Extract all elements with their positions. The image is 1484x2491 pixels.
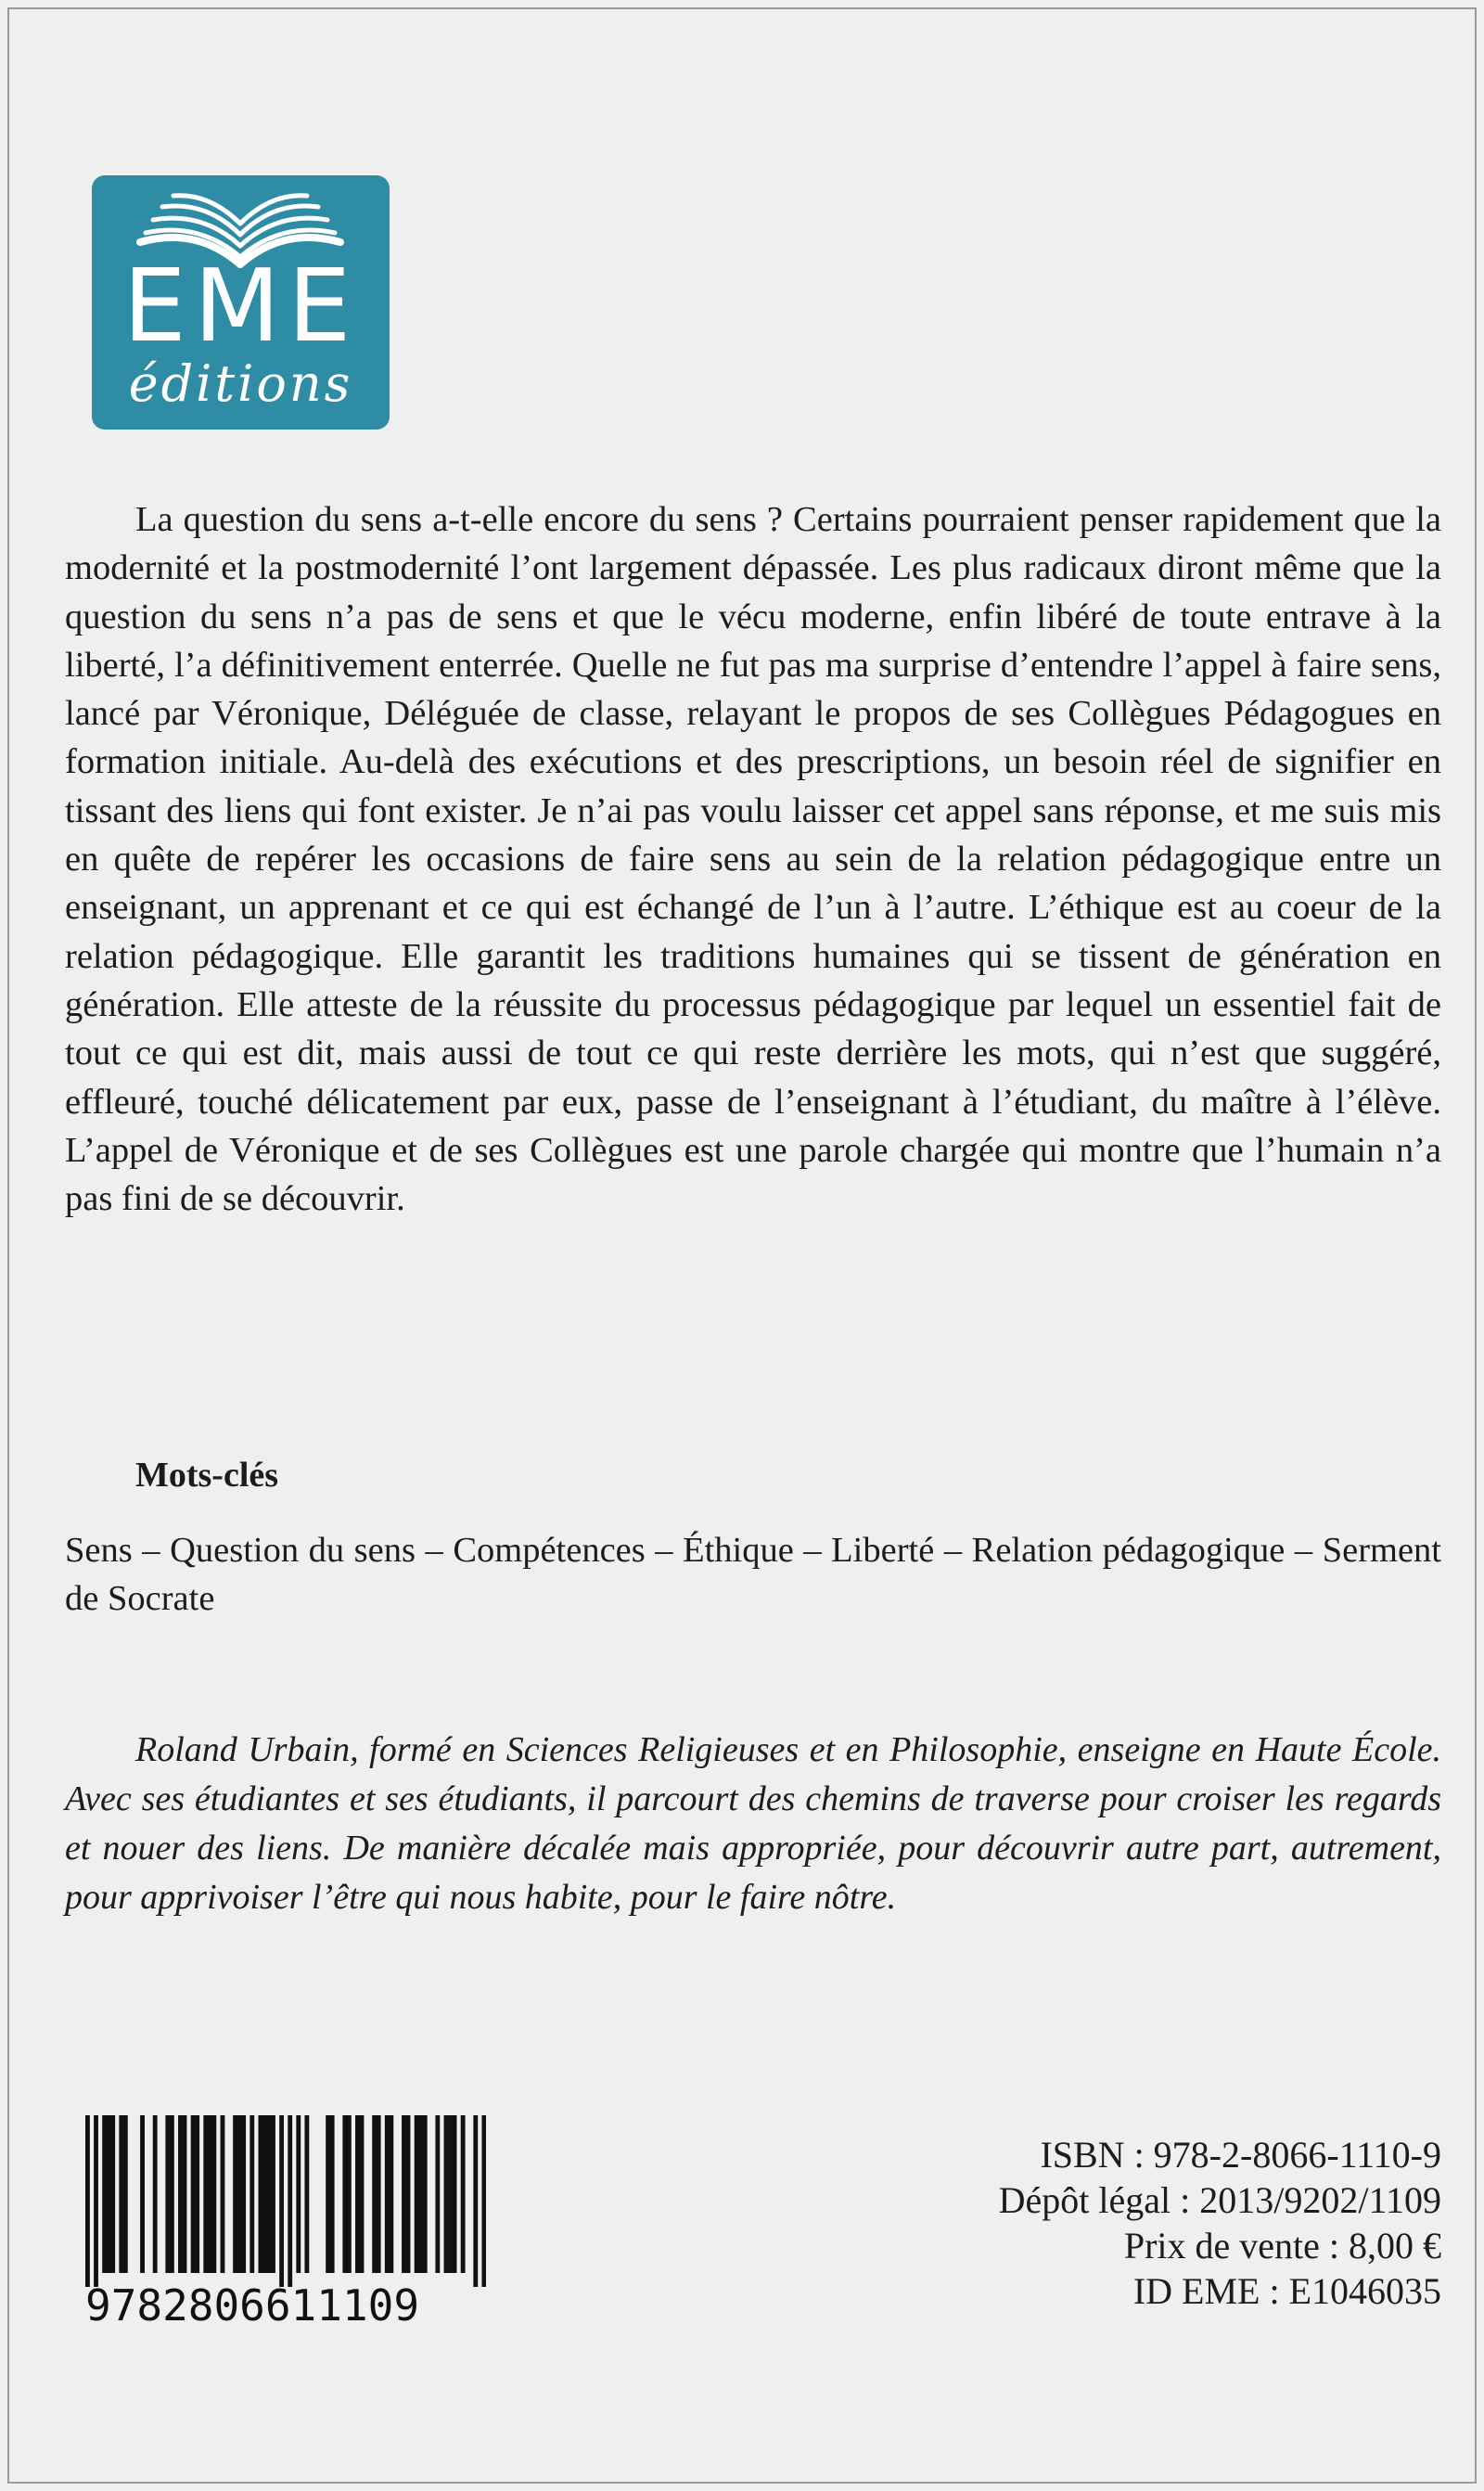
barcode bbox=[85, 2115, 486, 2287]
barcode-bar bbox=[453, 2115, 457, 2273]
barcode-bar bbox=[355, 2115, 360, 2273]
barcode-bar bbox=[85, 2115, 90, 2287]
barcode-bar bbox=[406, 2115, 411, 2273]
barcode-bar bbox=[102, 2115, 107, 2273]
barcode-bar bbox=[123, 2115, 128, 2273]
barcode-bar bbox=[267, 2115, 272, 2273]
barcode-bar bbox=[402, 2115, 406, 2273]
barcode-bar bbox=[195, 2115, 199, 2273]
barcode-bar bbox=[372, 2115, 377, 2273]
barcode-bar bbox=[211, 2115, 216, 2273]
barcode-bar bbox=[288, 2115, 292, 2287]
barcode-bar bbox=[326, 2115, 330, 2273]
barcode-bar bbox=[258, 2115, 262, 2273]
barcode-bar bbox=[389, 2115, 393, 2273]
keywords-heading: Mots-clés bbox=[135, 1456, 279, 1495]
barcode-bar bbox=[461, 2115, 466, 2273]
barcode-bar bbox=[241, 2115, 246, 2273]
logo-subtitle: éditions bbox=[128, 354, 353, 413]
isbn-line: ISBN : 978-2-8066-1110-9 bbox=[1040, 2134, 1441, 2176]
price-line: Prix de vente : 8,00 € bbox=[1123, 2225, 1441, 2266]
barcode-bar bbox=[107, 2115, 111, 2273]
barcode-bar bbox=[165, 2115, 170, 2273]
barcode-bar bbox=[94, 2115, 98, 2287]
barcode-bar bbox=[342, 2115, 347, 2273]
depot-legal-line: Dépôt légal : 2013/9202/1109 bbox=[998, 2179, 1441, 2221]
barcode-bar bbox=[360, 2115, 365, 2273]
barcode-bar bbox=[233, 2115, 237, 2273]
barcode-bar bbox=[183, 2115, 187, 2273]
book-info bbox=[999, 2132, 1441, 2314]
barcode-bar bbox=[153, 2115, 158, 2273]
blurb-paragraph: La question du sens a-t-elle encore du sens ? Certains pourraient penser rapidement que la modernité et la postmodernité l’ont largement dépassée. Les plus radicaux diront même que la question du sens n’a pas de sens et que le vécu moderne, enfin libéré de toute entrave à la liberté, l’a définitivement enterrée. Quelle ne fut pas ma surprise d’entendre l’appel à faire sens, lancé par Véronique, Déléguée de classe, relayant le propos de ses Collègues Pédagogues en formation initiale. Au-delà des exécutions et des prescriptions, un besoin réel de signifier en tissant des liens qui font exister. Je n’ai pas voulu laisser cet appel sans réponse, et me suis mis en quête de repérer les occasions de faire sens au sein de la relation pédagogique entre un enseignant, un apprenant et ce qui est échangé de l’un à l’autre. L’éthique est au coeur de la relation pédagogique. Elle garantit les traditions humaines qui se tissent de génération en génération. Elle atteste de la réussite du processus pédagogique par lequel un essentiel fait de tout ce qui est dit, mais aussi de tout ce qui reste derrière les mots, qui n’est que suggéré, effleuré, touché délicatement par eux, passe de l’enseignant à l’étudiant, du maître à l’élève. L’appel de Véronique et de ses Collègues est une parole chargée qui montre que l’humain n’a pas fini de se découvrir. bbox=[65, 500, 1441, 1219]
barcode-bar bbox=[347, 2115, 352, 2273]
barcode-bar bbox=[178, 2115, 183, 2273]
barcode-bar bbox=[203, 2115, 208, 2273]
logo-wordmark: EME bbox=[122, 249, 359, 365]
barcode-bar bbox=[418, 2115, 423, 2273]
barcode-bar bbox=[237, 2115, 242, 2273]
id-eme-line: ID EME : E1046035 bbox=[1132, 2270, 1441, 2312]
barcode-bar bbox=[271, 2115, 275, 2273]
publisher-logo bbox=[92, 175, 390, 430]
barcode-bar bbox=[119, 2115, 123, 2273]
barcode-bar bbox=[481, 2115, 486, 2287]
barcode-bar bbox=[444, 2115, 449, 2273]
barcode-bar bbox=[473, 2115, 478, 2287]
barcode-bar bbox=[110, 2115, 115, 2273]
barcode-bar bbox=[249, 2115, 254, 2273]
barcode-bar bbox=[296, 2115, 301, 2273]
barcode-bar bbox=[208, 2115, 212, 2273]
barcode-bar bbox=[448, 2115, 453, 2273]
barcode-bar bbox=[385, 2115, 390, 2273]
barcode-bar bbox=[140, 2115, 145, 2273]
barcode-bar bbox=[262, 2115, 267, 2273]
keywords-list: Sens – Question du sens – Compétences – Éthique – Liberté – Relation pédagogique – Serment de Socrate bbox=[65, 1531, 1441, 1618]
barcode-bar bbox=[221, 2115, 225, 2273]
barcode-bar bbox=[435, 2115, 440, 2273]
barcode-bar bbox=[415, 2115, 419, 2273]
barcode-bar bbox=[423, 2115, 428, 2273]
barcode-bar bbox=[377, 2115, 381, 2273]
author-bio: Roland Urbain, formé en Sciences Religieuses et en Philosophie, enseigne en Haute École. Avec ses étudiantes et ses étudiants, il parcourt des chemins de traverse pour croiser les regards et nouer des liens. De manière décalée mais appropriée, pour découvrir autre part, autrement, pour apprivoiser l’être qui nous habite, pour le faire nôtre. bbox=[65, 1730, 1441, 1917]
barcode-bar bbox=[170, 2115, 174, 2273]
barcode-bar bbox=[330, 2115, 335, 2273]
barcode-bar bbox=[279, 2115, 284, 2287]
barcode-bar bbox=[304, 2115, 309, 2273]
barcode-bar bbox=[191, 2115, 196, 2273]
barcode-number: 9782806611109 bbox=[85, 2280, 420, 2330]
